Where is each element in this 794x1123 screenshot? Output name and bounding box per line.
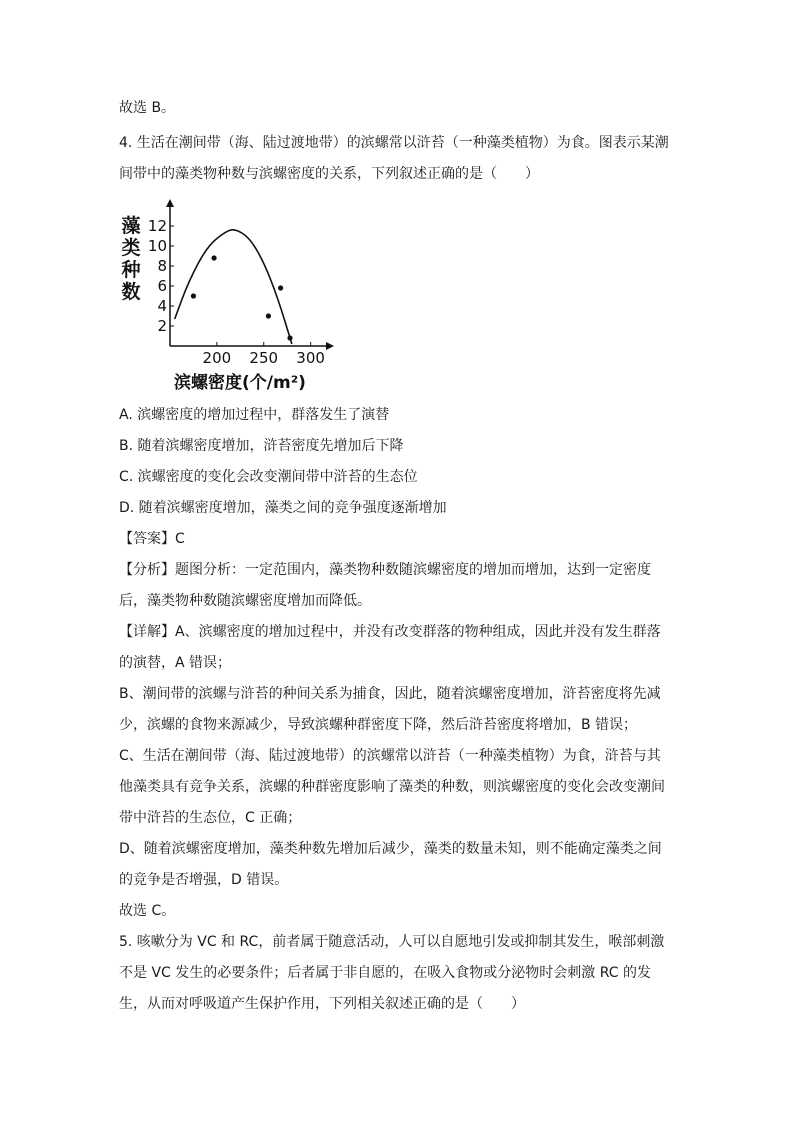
explanation-line: D、随着滨螺密度增加，藻类种数先增加后减少，藻类的数量未知，则不能确定藻类之间	[119, 841, 662, 857]
x-axis-label: 滨螺密度(个/m²)	[174, 373, 306, 393]
x-axis-arrow	[326, 342, 334, 350]
x-tick-label: 200	[202, 349, 232, 367]
analysis-line: 后，藻类物种数随滨螺密度增加而降低。	[119, 593, 371, 609]
y-axis-label-char: 类	[121, 237, 141, 259]
x-tick-label: 250	[249, 349, 279, 367]
question-5-stem: 5. 咳嗽分为 VC 和 RC，前者属于随意活动，人可以自愿地引发或抑制其发生，喉部刺激	[119, 934, 665, 950]
explanation-line: 他藻类具有竞争关系，滨螺的种群密度影响了藻类的种数，则滨螺密度的变化会改变潮间	[119, 779, 665, 795]
question-4-stem: 间带中的藻类物种数与滨螺密度的关系，下列叙述正确的是（ ）	[119, 166, 539, 182]
text-line: 故选 C。	[119, 903, 176, 919]
explanation-line: B、潮间带的滨螺与浒苔的种间关系为捕食，因此，随着滨螺密度增加，浒苔密度将先减	[119, 686, 661, 702]
y-axis-arrow	[166, 199, 174, 207]
x-tick-label: 300	[296, 349, 325, 367]
data-point	[191, 293, 196, 298]
y-tick-label: 10	[147, 237, 167, 255]
answer-line: 【答案】C	[119, 531, 185, 547]
explanation-line: 带中浒苔的生态位，C 正确；	[119, 810, 302, 826]
option-d: D. 随着滨螺密度增加，藻类之间的竞争强度逐渐增加	[119, 500, 447, 516]
data-point	[287, 335, 292, 340]
y-tick-label: 2	[157, 317, 167, 335]
data-point	[266, 313, 271, 318]
y-axis-label-char: 种	[121, 259, 141, 281]
y-tick-label: 12	[147, 217, 167, 235]
data-point	[278, 285, 283, 290]
explanation-line: 的演替，A 错误；	[119, 655, 232, 671]
chart	[118, 196, 348, 396]
data-point	[211, 255, 216, 260]
explanation-line: 【详解】A、滨螺密度的增加过程中，并没有改变群落的物种组成，因此并没有发生群落	[119, 624, 661, 640]
y-tick-label: 6	[157, 277, 167, 295]
question-4-stem: 4. 生活在潮间带（海、陆过渡地带）的滨螺常以浒苔（一种藻类植物）为食。图表示某潮	[119, 135, 669, 151]
explanation-line: 少，滨螺的食物来源减少，导致滨螺种群密度下降，然后浒苔密度将增加，B 错误；	[119, 717, 638, 733]
y-tick-label: 8	[157, 257, 167, 275]
text-line: 故选 B。	[119, 100, 176, 116]
analysis-line: 【分析】题图分析：一定范围内，藻类物种数随滨螺密度的增加而增加，达到一定密度	[119, 562, 651, 578]
explanation-line: C、生活在潮间带（海、陆过渡地带）的滨螺常以浒苔（一种藻类植物）为食，浒苔与其	[119, 748, 661, 764]
question-5-stem: 不是 VC 发生的必要条件；后者属于非自愿的，在吸入食物或分泌物时会刺激 RC 的发	[119, 965, 651, 981]
option-c: C. 滨螺密度的变化会改变潮间带中浒苔的生态位	[119, 469, 418, 485]
y-axis-label-char: 藻	[121, 215, 141, 237]
option-b: B. 随着滨螺密度增加，浒苔密度先增加后下降	[119, 438, 404, 454]
trend-curve	[175, 230, 292, 344]
option-a: A. 滨螺密度的增加过程中，群落发生了演替	[119, 407, 390, 423]
question-5-stem: 生，从而对呼吸道产生保护作用，下列相关叙述正确的是（ ）	[119, 996, 525, 1012]
y-tick-label: 4	[157, 297, 167, 315]
y-axis-label-char: 数	[121, 281, 141, 303]
explanation-line: 的竞争是否增强，D 错误。	[119, 872, 289, 888]
